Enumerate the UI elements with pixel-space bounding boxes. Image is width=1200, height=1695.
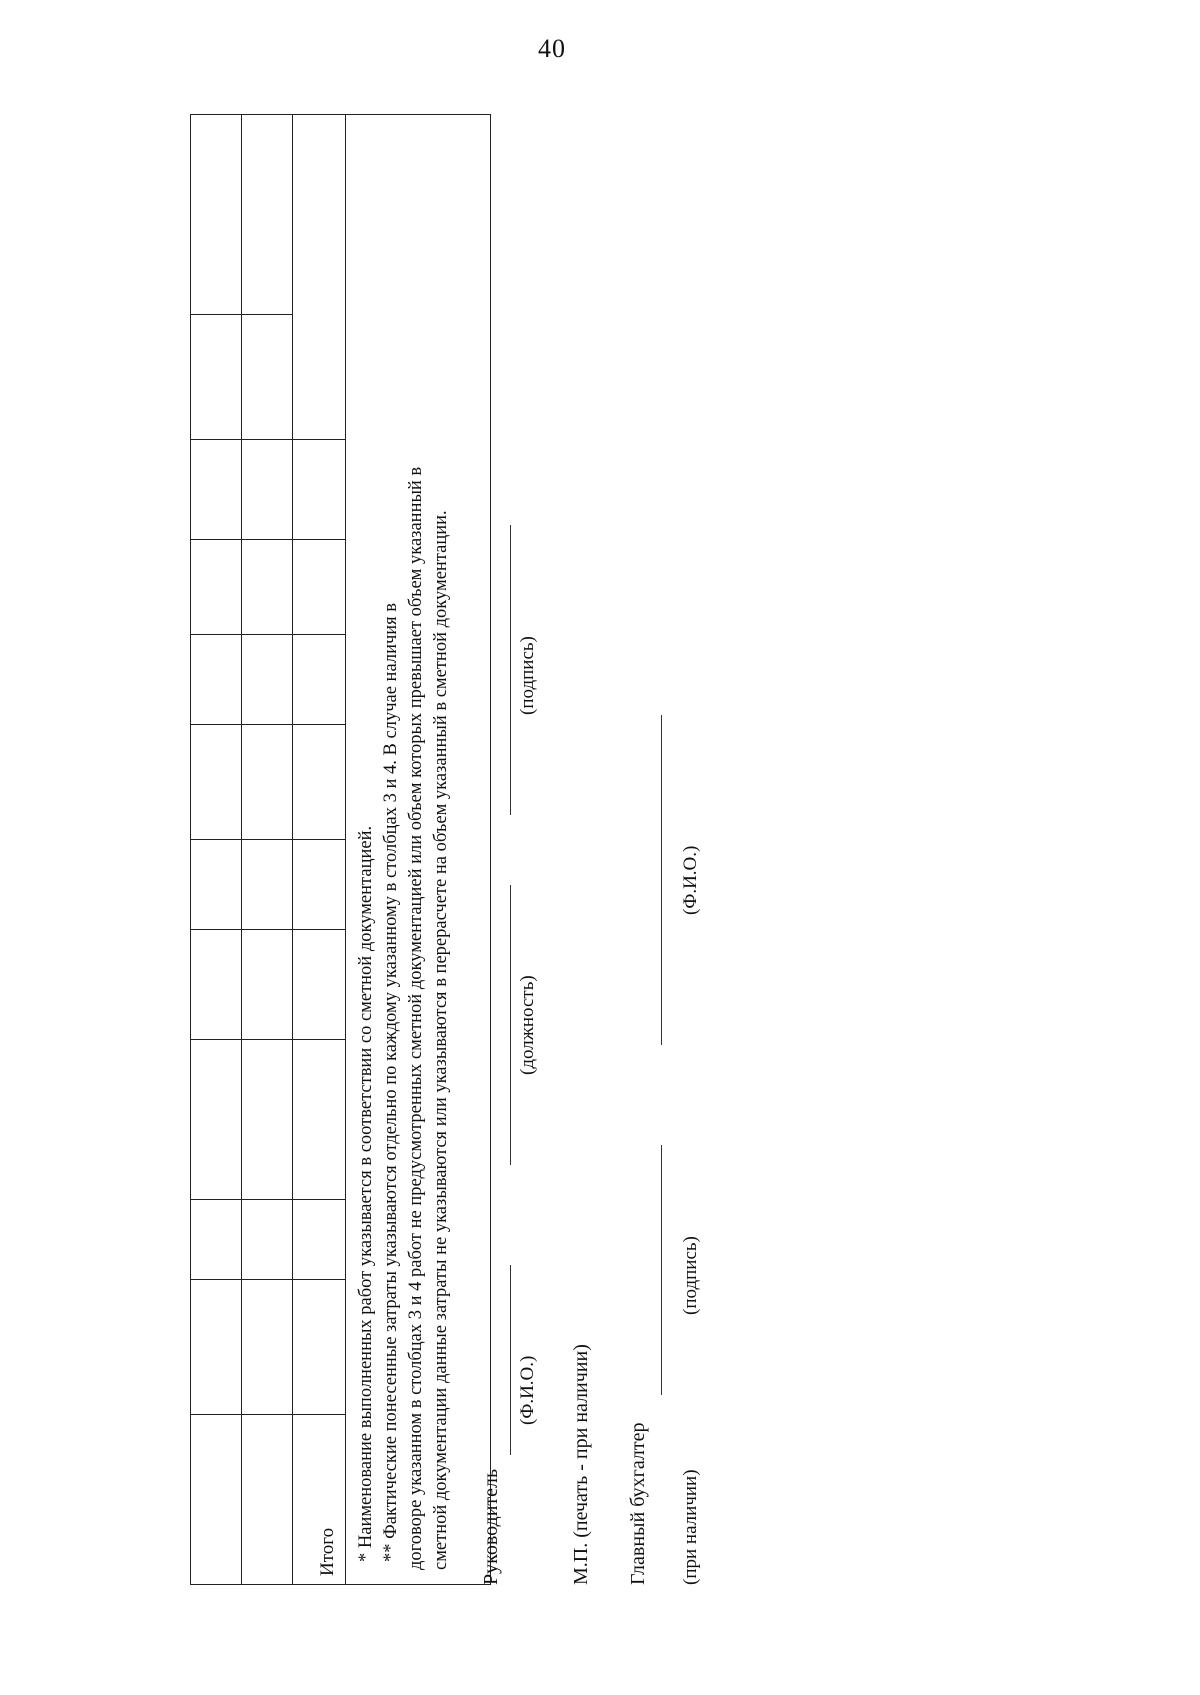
- signature-block: [190, 115, 790, 1585]
- head-position-line: [510, 885, 511, 1165]
- page-number: 40: [538, 34, 566, 63]
- accountant-signature-caption: (подпись): [680, 1236, 701, 1315]
- footnote-1: * Наименование выполненных работ указывается в соответствии со сметной документацией.: [356, 825, 376, 1562]
- head-signature-caption: (подпись): [517, 636, 538, 715]
- rotated-form-content: [190, 115, 790, 1585]
- head-name-line: [510, 1265, 511, 1455]
- footnote-2-end: сметной документации данные затраты не указываются или указываются в перерасчете на объем указанный в сметной документации.: [431, 510, 451, 1570]
- head-position-caption: (должность): [517, 975, 538, 1075]
- footnote-2: ** Фактические понесенные затраты указываются отдельно по каждому указанному в столбцах 3 и 4. В случае наличия в: [381, 602, 401, 1562]
- if-any-label: (при наличии): [680, 1469, 701, 1585]
- chief-accountant-label: Главный бухгалтер: [627, 1422, 649, 1585]
- head-fio-caption: (Ф.И.О.): [517, 1355, 538, 1425]
- accountant-name-line: [661, 715, 662, 1045]
- stamp-label: М.П. (печать - при наличии): [570, 1344, 592, 1585]
- head-signature-line: [510, 525, 511, 815]
- footnote-2-cont: договоре указанном в столбцах 3 и 4 работ не предусмотренных сметной документацией или объем которых превышает объем указанный в: [406, 466, 426, 1570]
- total-label: Итого: [293, 1415, 346, 1585]
- head-label: Руководитель: [480, 1468, 502, 1585]
- accountant-signature-line: [661, 1145, 662, 1395]
- accountant-fio-caption: (Ф.И.О.): [680, 845, 701, 915]
